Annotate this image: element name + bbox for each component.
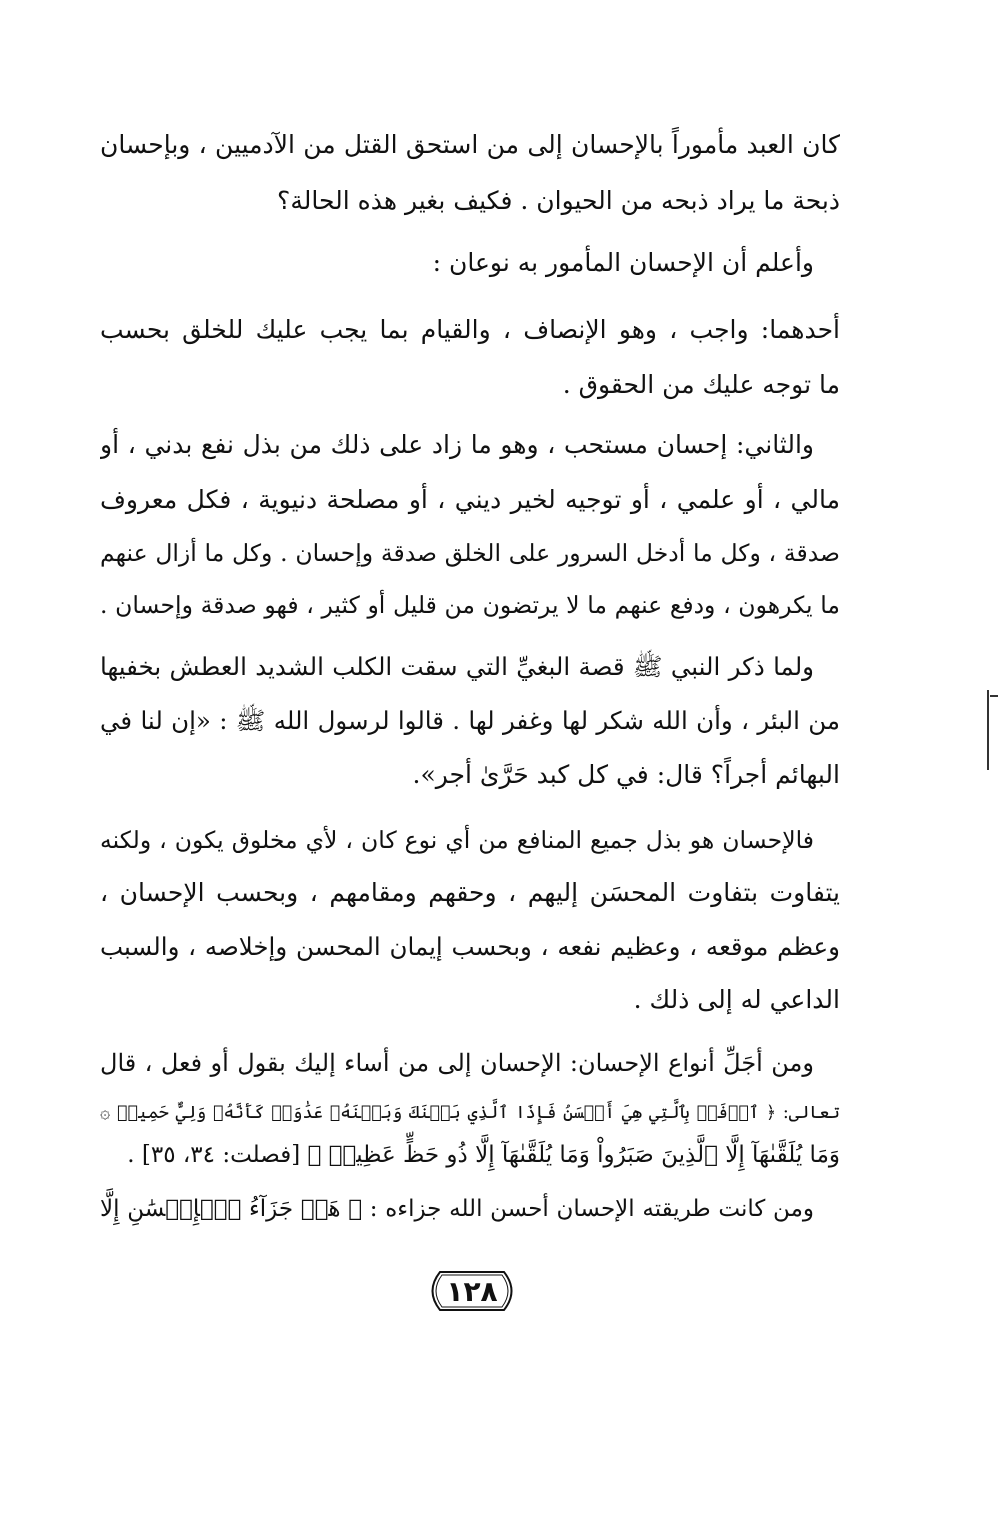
text-line: من البئر ، وأن الله شكر لها وغفر لها . قالوا لرسول الله ﷺ : «إن لنا في xyxy=(100,706,840,735)
text-line: مالي ، أو علمي ، أو توجيه لخير ديني ، أو مصلحة دنيوية ، فكل معروف xyxy=(100,485,840,514)
text-line: صدقة ، وكل ما أدخل السرور على الخلق صدقة وإحسان . وكل ما أزال عنهم xyxy=(100,539,840,567)
text-line: أحدهما: واجب ، وهو الإنصاف ، والقيام بما يجب عليك للخلق بحسب xyxy=(100,315,840,344)
text-line: ما توجه عليك من الحقوق . xyxy=(562,370,840,399)
text-line: ولما ذكر النبي ﷺ قصة البغيِّ التي سقت الكلب الشديد العطش بخفيها xyxy=(100,652,814,681)
text-line: ومن أجَلِّ أنواع الإحسان: الإحسان إلى من أساء إليك بقول أو فعل ، قال xyxy=(100,1049,814,1077)
text-line: وأعلم أن الإحسان المأمور به نوعان : xyxy=(432,248,814,277)
text-line: ومن كانت طريقته الإحسان أحسن الله جزاءه : ﴿ هَلۡ جَزَآءُ ٱلۡإِحۡسَٰنِ إِلَّا xyxy=(100,1196,814,1222)
text-line: ما يكرهون ، ودفع عنهم ما لا يرتضون من قليل أو كثير ، فهو صدقة وإحسان . xyxy=(100,591,840,619)
page-number-badge xyxy=(422,1268,522,1314)
quran-verse-line: تعالى: ﴿ ٱدۡفَعۡ بِٱلَّتِي هِيَ أَحۡسَنُ فَإِذَا ٱلَّذِي بَيۡنَكَ وَبَيۡنَهُۥ عَدَٰوَةٞ كَأَنَّهُۥ وَلِيٌّ حَمِيمٞ ۞ xyxy=(100,1103,840,1123)
text-line: والثاني: إحسان مستحب ، وهو ما زاد على ذلك من بذل نفع بدني ، أو xyxy=(100,430,814,459)
text-line: الداعي له إلى ذلك . xyxy=(633,985,840,1014)
text-line: فالإحسان هو بذل جميع المنافع من أي نوع كان ، لأي مخلوق يكون ، ولكنه xyxy=(100,826,814,854)
quran-verse-line: وَمَا يُلَقَّىٰهَآ إِلَّا ٱلَّذِينَ صَبَرُواْ وَمَا يُلَقَّىٰهَآ إِلَّا ذُو حَظٍّ عَظِيمٖ ﴾ [فصلت: ٣٤، ٣٥] . xyxy=(127,1142,840,1168)
text-line: كان العبد مأموراً بالإحسان إلى من استحق القتل من الآدميين ، وبإحسان xyxy=(100,130,840,159)
margin-mark xyxy=(987,690,989,770)
text-line: ذبحة ما يراد ذبحه من الحيوان . فكيف بغير هذه الحالة؟ xyxy=(277,186,840,215)
body-text xyxy=(100,118,840,1228)
text-line: وعظم موقعه ، وعظيم نفعه ، وبحسب إيمان المحسن وإخلاصه ، والسبب xyxy=(100,932,840,961)
page-number: ١٢٨ xyxy=(446,1274,498,1308)
text-line: البهائم أجراً؟ قال: في كل كبد حَرَّىٰ أجر». xyxy=(412,760,840,789)
margin-mark xyxy=(990,695,998,697)
text-line: يتفاوت بتفاوت المحسَن إليهم ، وحقهم ومقامهم ، وبحسب الإحسان ، xyxy=(100,878,840,907)
